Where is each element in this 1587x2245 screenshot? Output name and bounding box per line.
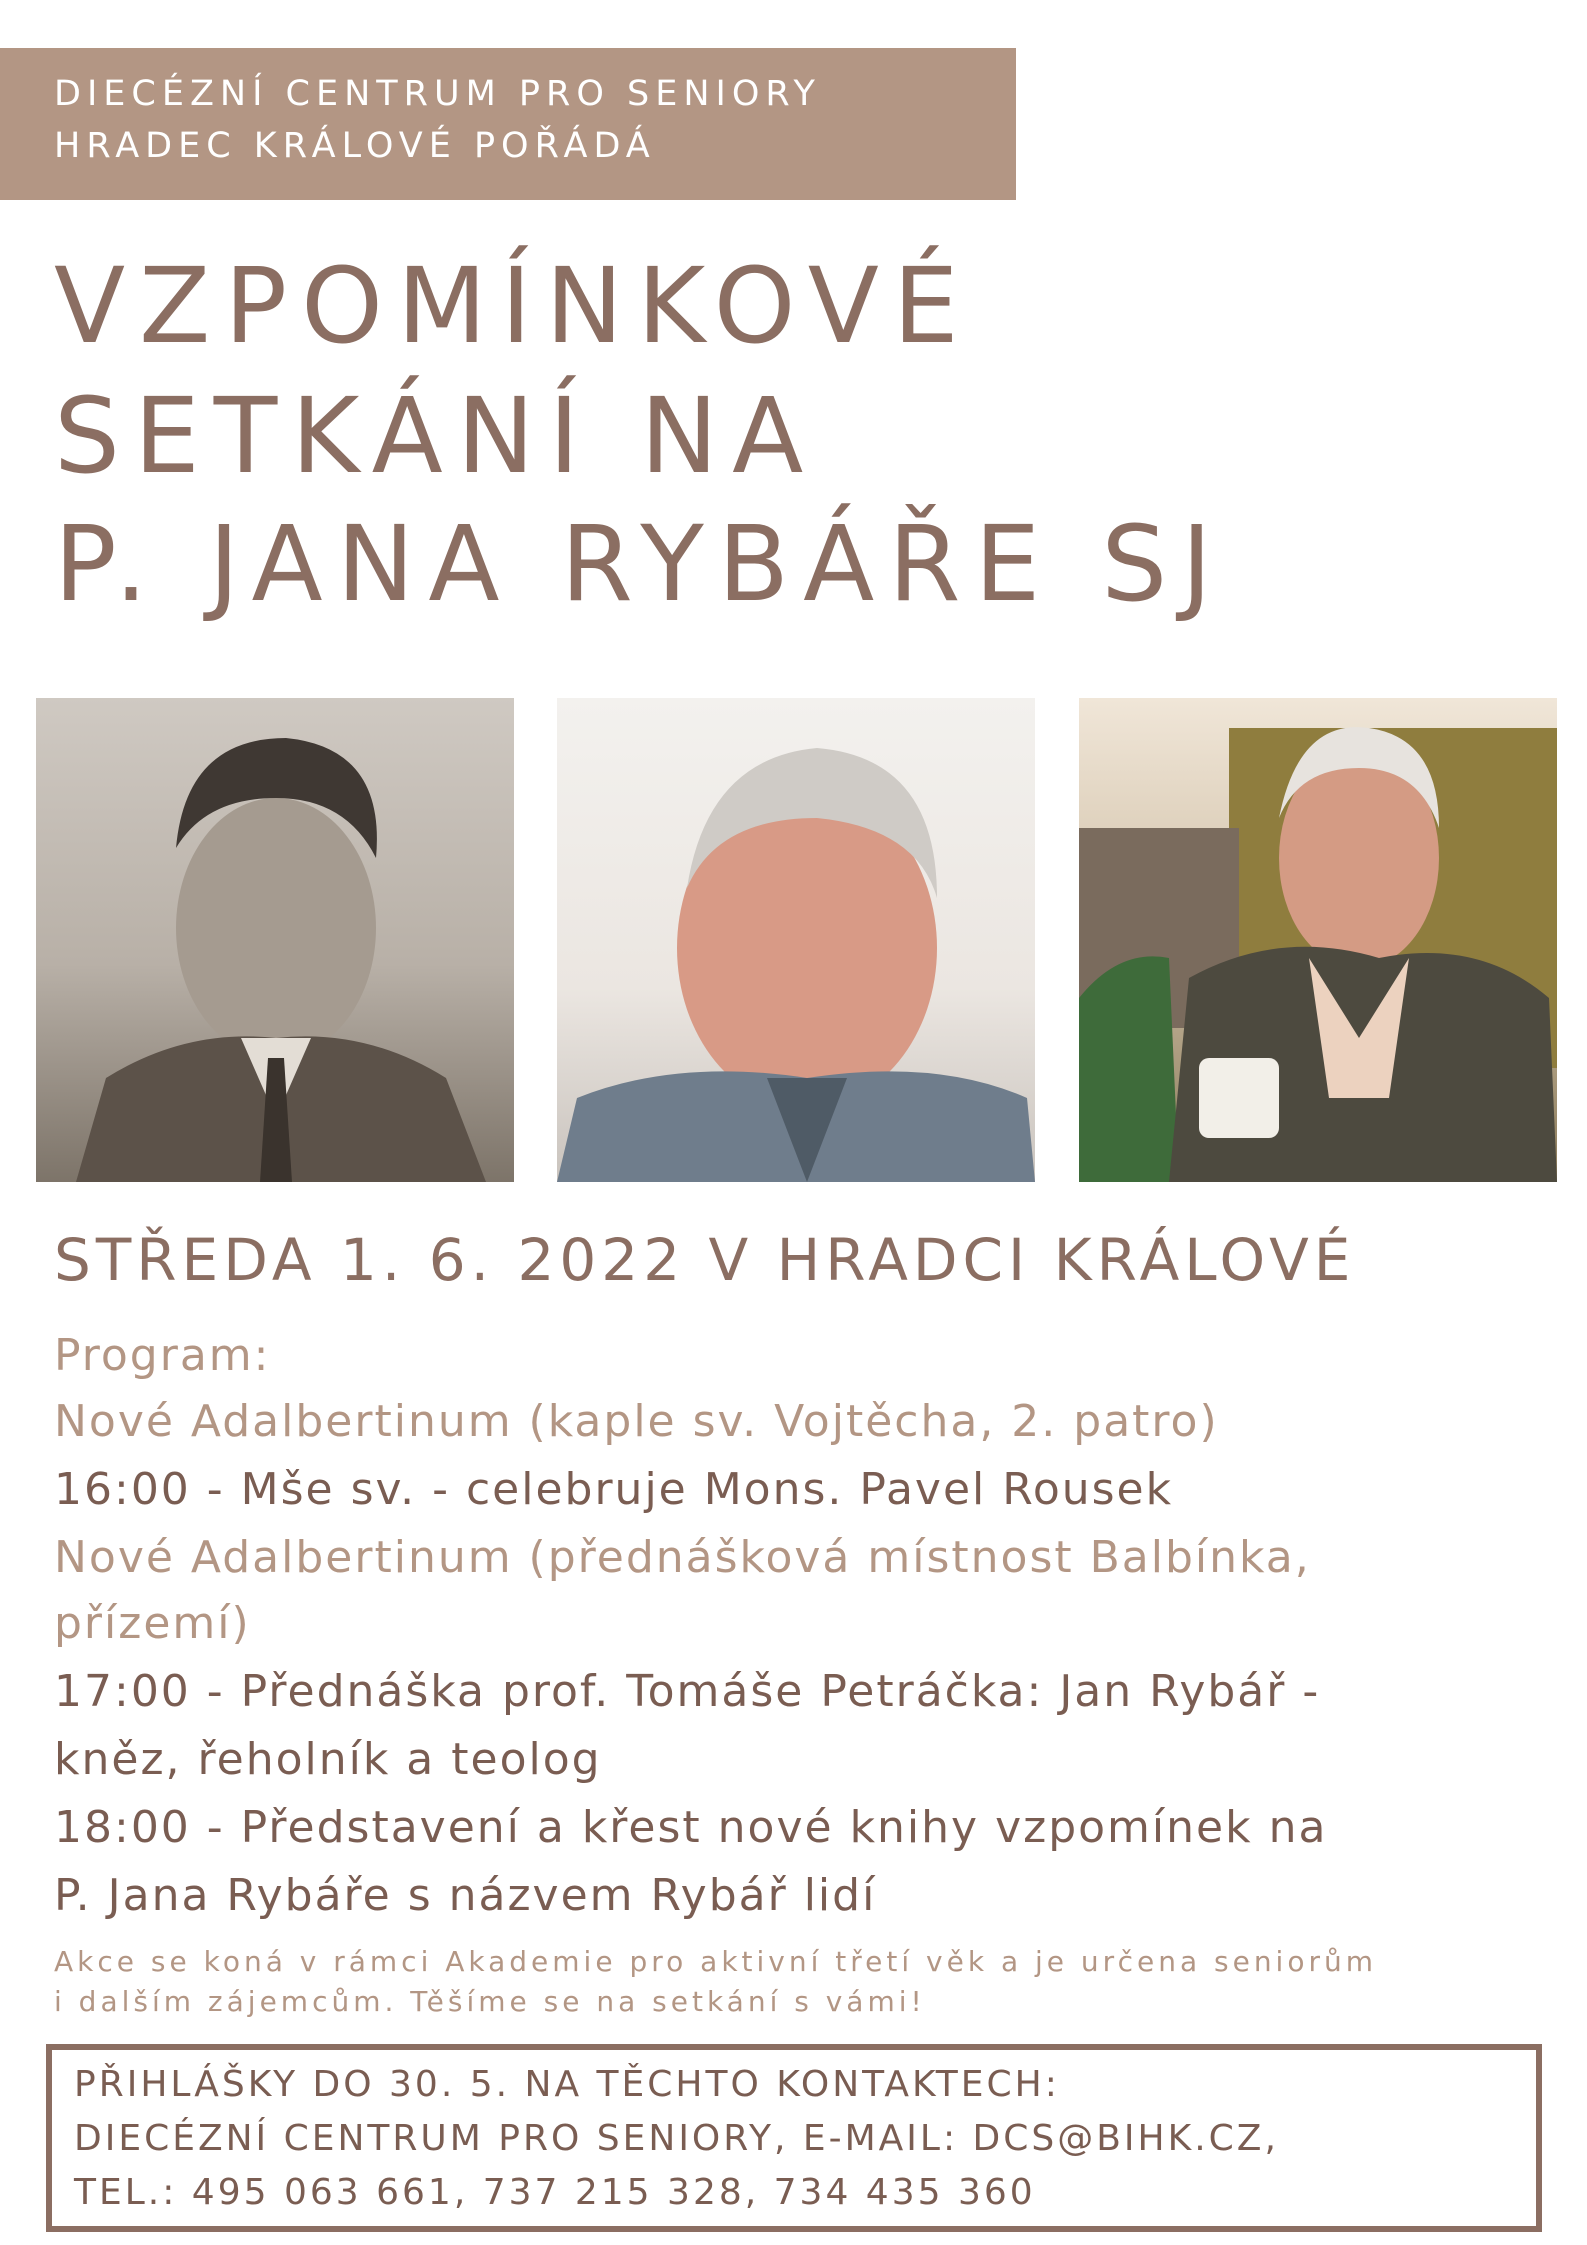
banner-line-1: DIECÉZNÍ CENTRUM PRO SENIORY (54, 74, 821, 114)
header-banner (0, 48, 1016, 200)
banner-line-2: HRADEC KRÁLOVÉ POŘÁDÁ (54, 126, 656, 166)
program-heading: Program: (54, 1330, 271, 1381)
program-item-3-line-2: P. Jana Rybáře s názvem Rybář lidí (54, 1870, 877, 1921)
program-item-3-line-1: 18:00 - Představení a křest nové knihy vzpomínek na (54, 1802, 1328, 1853)
photo-elderly-with-cup (1079, 698, 1557, 1182)
contact-line-1: PŘIHLÁŠKY DO 30. 5. NA TĚCHTO KONTAKTECH: (74, 2064, 1060, 2105)
program-venue-1: Nové Adalbertinum (kaple sv. Vojtěcha, 2. patro) (54, 1396, 1219, 1447)
portrait-illustration-2 (557, 698, 1035, 1182)
program-venue-2-line-1: Nové Adalbertinum (přednášková místnost Balbínka, (54, 1532, 1311, 1583)
portrait-illustration-1 (36, 698, 514, 1182)
contact-line-3: TEL.: 495 063 661, 737 215 328, 734 435 360 (74, 2172, 1036, 2213)
program-item-2-line-2: kněz, řeholník a teolog (54, 1734, 602, 1785)
contact-box (46, 2044, 1542, 2232)
photo-elderly-smiling (557, 698, 1035, 1182)
title-line-1: VZPOMÍNKOVÉ (54, 245, 973, 367)
note-line-2: i dalším zájemcům. Těšíme se na setkání s vámi! (54, 1985, 926, 2018)
program-item-1: 16:00 - Mše sv. - celebruje Mons. Pavel Rousek (54, 1464, 1174, 1515)
event-date: STŘEDA 1. 6. 2022 V HRADCI KRÁLOVÉ (54, 1226, 1356, 1294)
program-item-2-line-1: 17:00 - Přednáška prof. Tomáše Petráčka: Jan Rybář - (54, 1666, 1321, 1717)
contact-line-2: DIECÉZNÍ CENTRUM PRO SENIORY, E-MAIL: DCS@BIHK.CZ, (74, 2118, 1279, 2159)
title-line-3: P. JANA RYBÁŘE SJ (54, 503, 1226, 625)
photo-young-portrait (36, 698, 514, 1182)
portrait-illustration-3 (1079, 698, 1557, 1182)
program-venue-2-line-2: přízemí) (54, 1598, 251, 1649)
note-line-1: Akce se koná v rámci Akademie pro aktivní třetí věk a je určena seniorům (54, 1945, 1378, 1978)
title-line-2: SETKÁNÍ NA (54, 375, 818, 497)
